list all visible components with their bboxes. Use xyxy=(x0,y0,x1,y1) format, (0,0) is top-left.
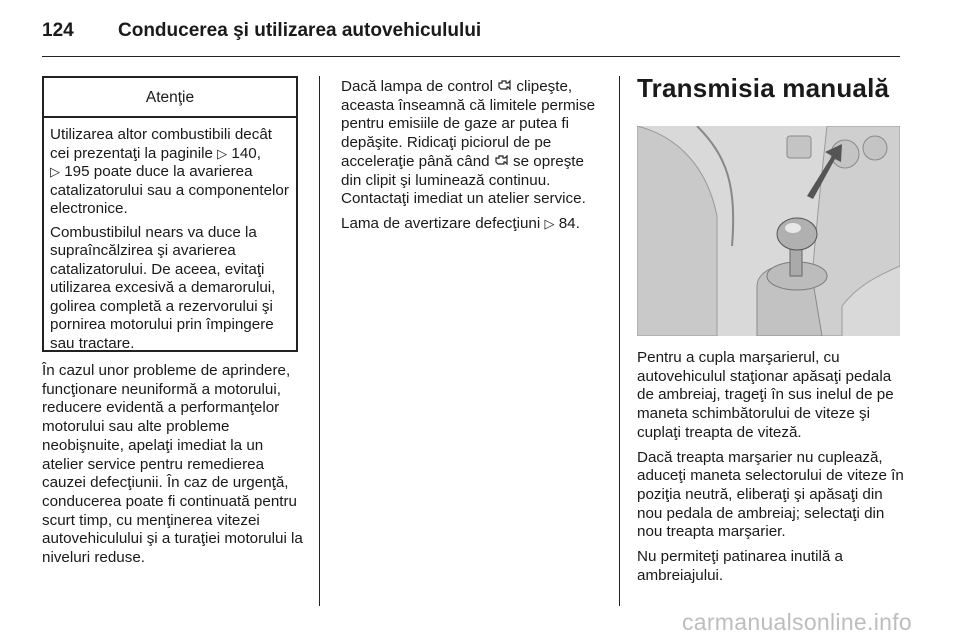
column-divider-2 xyxy=(619,76,620,606)
page-number: 124 xyxy=(42,20,74,41)
header-rule xyxy=(42,56,900,57)
triangle-ref-icon: ▷ xyxy=(544,215,555,231)
column3-paragraph-1: Pentru a cupla marşarierul, cu autovehiculul staţionar apăsaţi pedala de ambreiaj, trageţi în sus inelul de pe maneta schimbătorului de viteze şi cuplaţi treapta de viteză. xyxy=(637,349,894,441)
column-divider-1 xyxy=(319,76,320,606)
engine-check-icon xyxy=(497,79,512,92)
column2 xyxy=(341,78,603,240)
warning-box xyxy=(42,76,298,352)
watermark: carmanualsonline.info xyxy=(681,609,912,635)
column2-paragraph-1: Dacă lampa de control clipeşte, aceasta înseamnă că limitele permise pentru emisiile de gaze ar putea fi depăşite. Ridicaţi piciorul de pe acceleraţie până când se opreşte din clipit şi luminează continuu. Contactaţi imediat un atelier service. xyxy=(341,78,596,208)
triangle-ref-icon: ▷ xyxy=(50,164,60,179)
page-ref-link[interactable]: 84. xyxy=(558,214,580,232)
warning-paragraph-2: Combustibilul nears va duce la supraîncălzirea şi avarierea catalizatorului. De aceea, evitaţi utilizarea excesivă a demarorului, golirea completă a rezervorului şi pornirea motorului prin împingere sau tractare. xyxy=(50,223,276,352)
warning-body xyxy=(44,118,296,353)
warning-title: Atenţie xyxy=(44,78,296,118)
chapter-title: Conducerea şi utilizarea autovehiculului xyxy=(118,20,482,41)
column3-text xyxy=(637,349,905,591)
column1-paragraph: În cazul unor probleme de aprindere, funcţionare neuniformă a motorului, reducere evidentă a performanţelor motorului sau alte probleme neobişnuite, apelaţi imediat la un atelier service pentru remedierea cauzei defecţiunii. În caz de urgenţă, conducerea poate fi continuată pentru scurt timp, cu menţinerea vitezei autovehiculului şi a turaţiei motorului la niveluri reduse. xyxy=(42,362,303,567)
triangle-ref-icon: ▷ xyxy=(217,145,228,161)
column3-paragraph-3: Nu permiteţi patinarea inutilă a ambreiajului. xyxy=(637,548,843,584)
gear-shift-drawing xyxy=(637,126,900,336)
section-title: Transmisia manuală xyxy=(637,73,890,103)
page-ref-link[interactable]: 140, xyxy=(231,144,261,162)
engine-check-icon xyxy=(494,154,509,167)
warning-paragraph-1: Utilizarea altor combustibili decât cei prezentaţi la paginile ▷ 140, ▷ 195 poate duce la avarierea catalizatorului sau a componentelor electronice. xyxy=(50,126,289,217)
page-header xyxy=(42,14,902,54)
column3-paragraph-2: Dacă treapta marşarier nu cuplează, aduceţi maneta selectorului de viteze în poziţia neutră, eliberaţi şi apăsaţi din nou pedala de ambreiaj; selectaţi din nou treapta marşarier. xyxy=(637,448,904,541)
column2-paragraph-2: Lama de avertizare defecţiuni ▷ 84. xyxy=(341,214,580,232)
gear-shift-illustration xyxy=(637,126,900,336)
page-ref-link[interactable]: 195 xyxy=(64,163,90,180)
